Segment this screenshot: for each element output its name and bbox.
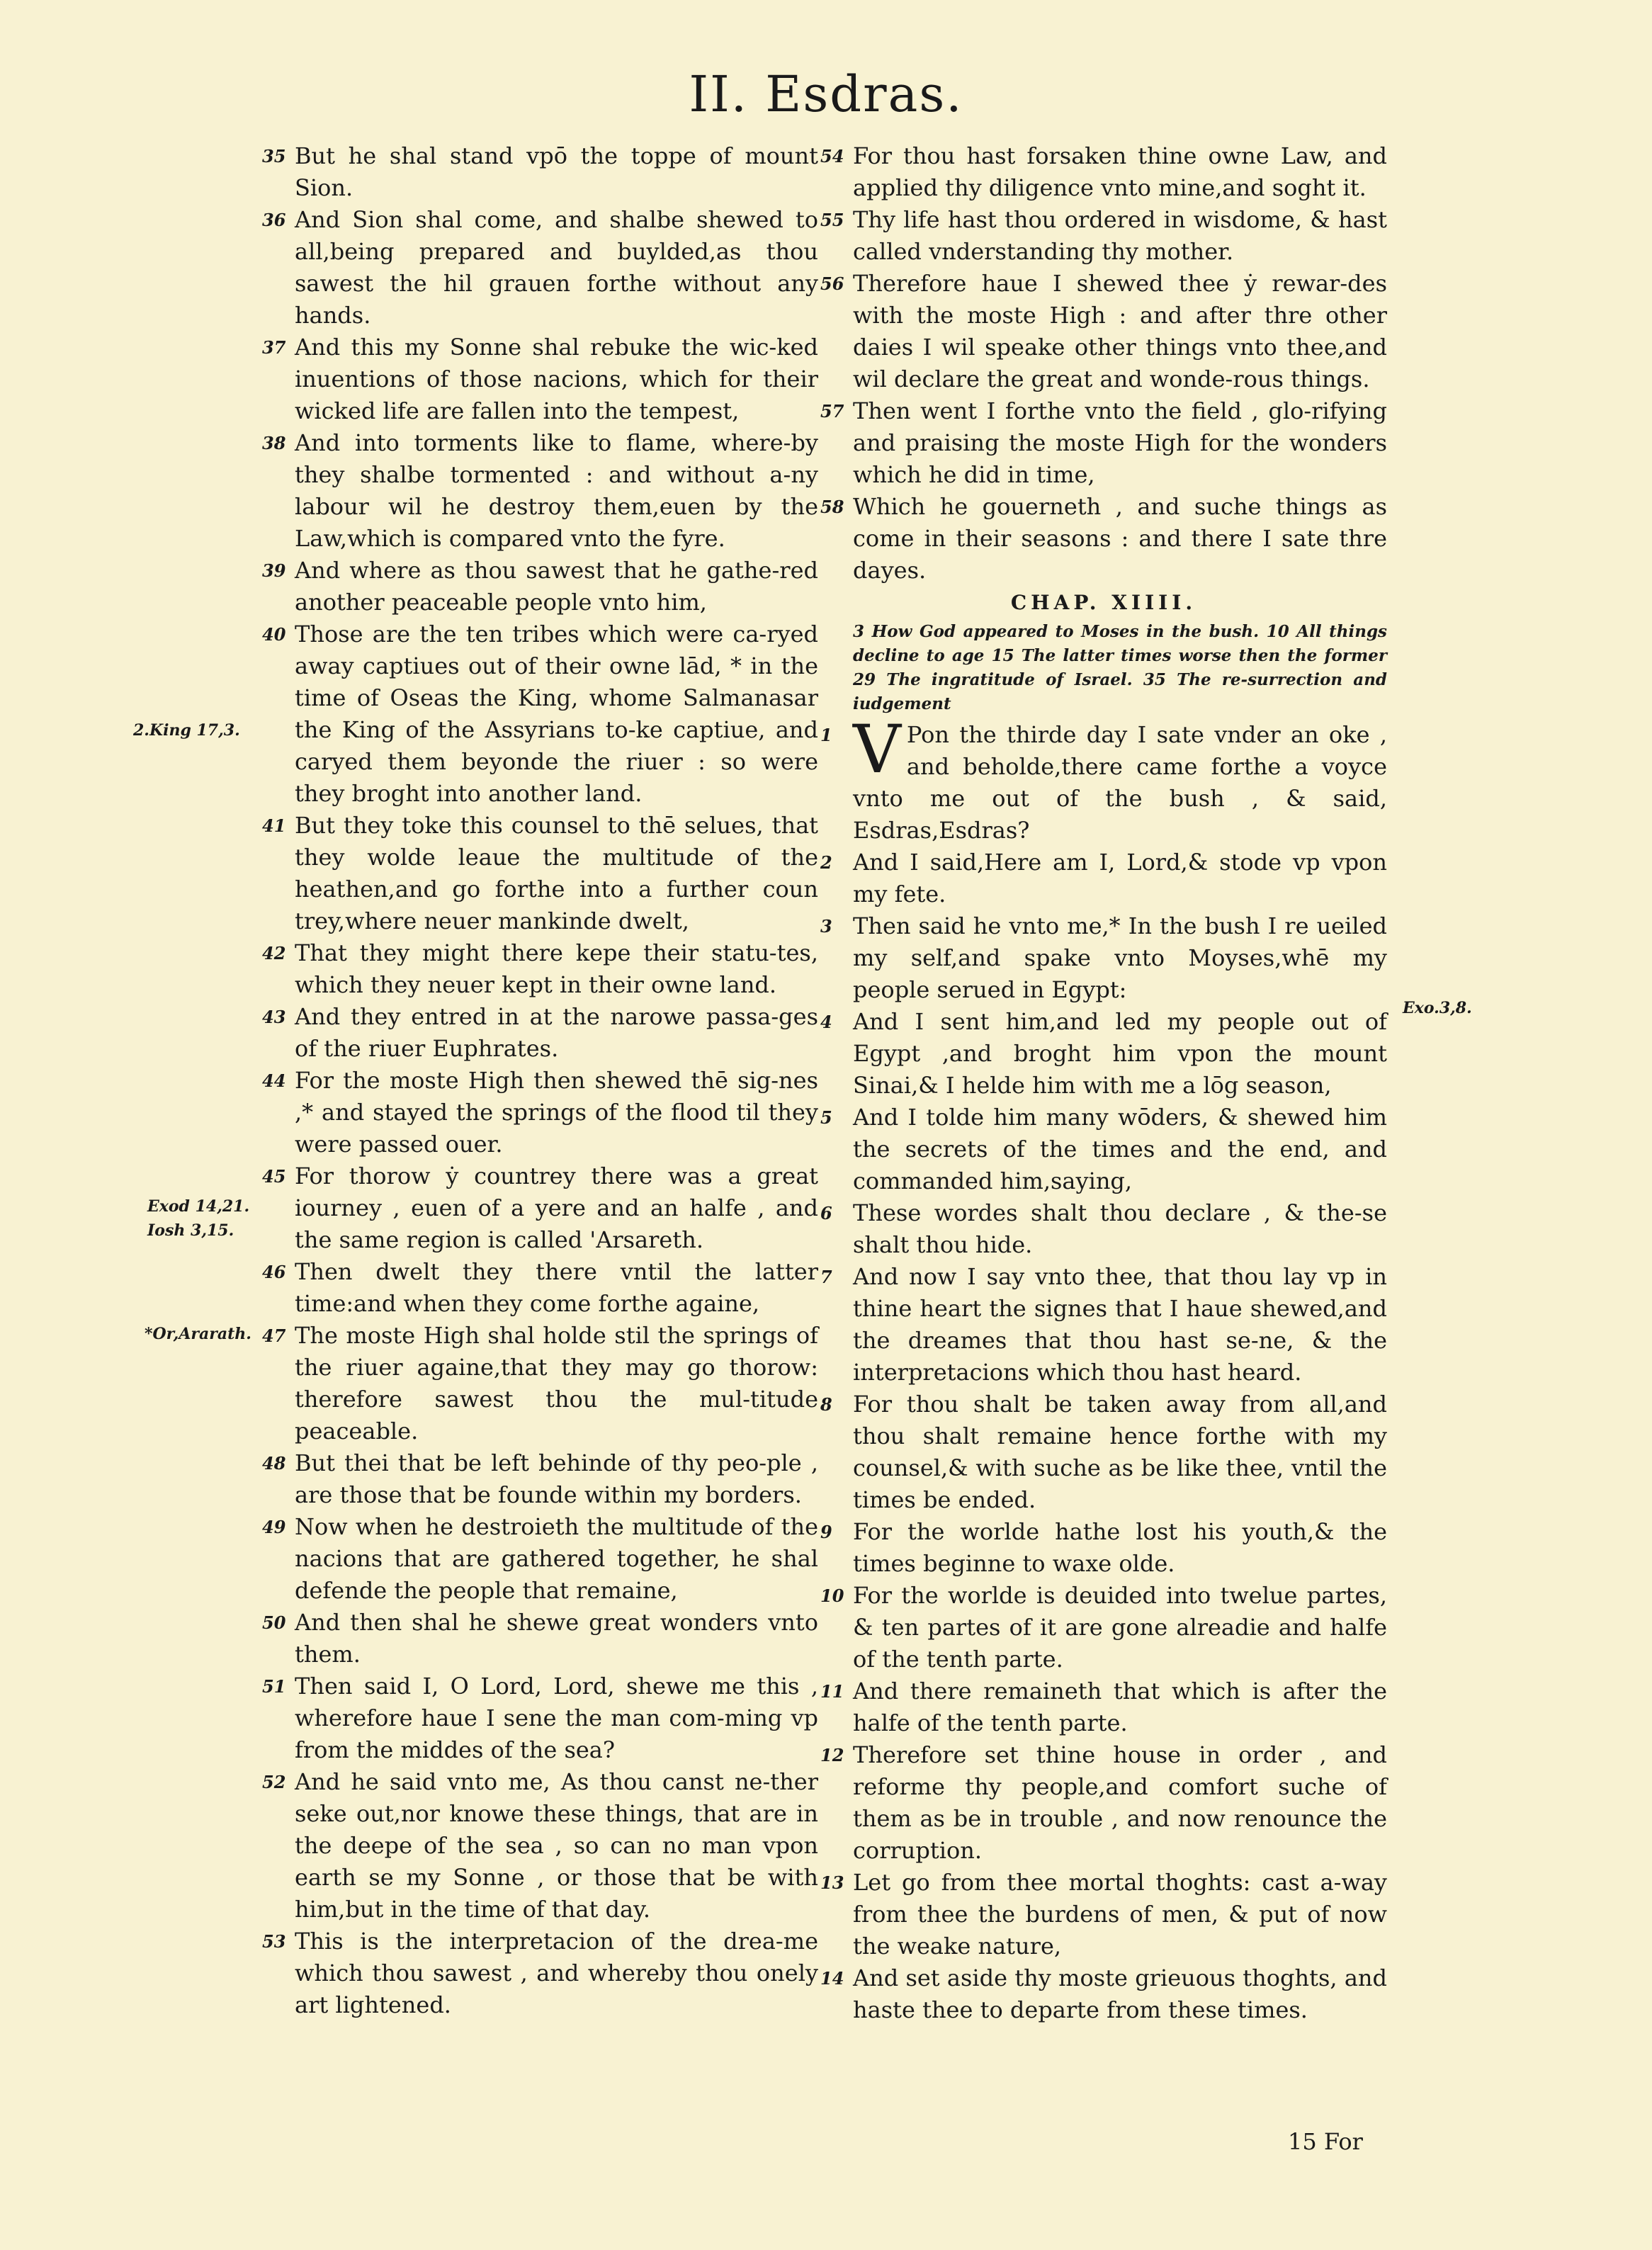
verse-text: Then went I forthe vnto the field , glo-rifying and praising the moste High for the wonders which he did in time, [853, 397, 1387, 488]
verse-text: And I tolde him many wōders, & shewed him the secrets of the times and the end, and commanded him,saying, [853, 1104, 1387, 1194]
verse-number: 43 [262, 1007, 286, 1027]
verse [262, 1670, 818, 1766]
verse-text: And there remaineth that which is after the halfe of the tenth parte. [853, 1678, 1387, 1736]
verse-text: That they might there kepe their statu-tes, which they neuer kept in their owne land. [295, 939, 818, 998]
verse-text: For thou shalt be taken away from all,and thou shalt remaine hence forthe with my counsel,& with suche as be like thee, vntil the times be ended. [853, 1391, 1387, 1513]
chapter-heading: CHAP. XIIII. [1010, 591, 1197, 614]
verse [262, 332, 818, 427]
verse-text: For the moste High then shewed thē sig-nes ,* and stayed the springs of the flood til they were passed ouer. [295, 1067, 818, 1158]
verse-number: 49 [262, 1517, 286, 1537]
verse [820, 1675, 1387, 1739]
verse-number: 56 [820, 273, 844, 294]
verse-text: Those are the ten tribes which were ca-ryed away captiues out of their owne lād, * in the time of Oseas the King, whome Salmanasar the King of the Assyrians to-ke captiue, and caryed them beyonde the riuer : so were they broght into another land. [295, 621, 818, 807]
verse-text: But thei that be left behinde of thy peo-ple , are those that be founde within my borders. [295, 1449, 818, 1508]
verse-text: And I sent him,and led my people out of Egypt ,and broght him vpon the mount Sinai,& I helde him with me a lōg season, [853, 1008, 1387, 1099]
right-column-verses-top [820, 140, 1387, 587]
verse-number: 11 [820, 1681, 844, 1702]
verse [262, 555, 818, 618]
verse-text: Pon the thirde day I sate vnder an oke , and beholde,there came forthe a voyce vnto me out of the bush , & said, Esdras,Esdras? [853, 721, 1387, 844]
right-column-verses-bottom [820, 711, 1387, 2026]
verse-text: And set aside thy moste grieuous thoghts, and haste thee to departe from these times. [853, 1964, 1387, 2023]
verse-text: Let go from thee mortal thoghts: cast a-way from thee the burdens of men, & put of now the weake nature, [853, 1869, 1387, 1960]
verse [262, 1511, 818, 1607]
verse-text: Then said he vnto me,* In the bush I re ueiled my self,and spake vnto Moyses,whē my people serued in Egypt: [853, 912, 1387, 1003]
verse-text: Therefore haue I shewed thee ẏ rewar-des with the moste High : and after thre other daies I wil speake other things vnto thee,and wil declare the great and wonde-rous things. [853, 270, 1387, 392]
verse [820, 847, 1387, 910]
verse-text: The moste High shal holde stil the springs of the riuer againe,that they may go thorow: therefore sawest thou the mul-titude peaceable. [295, 1322, 818, 1445]
verse-number: 58 [820, 497, 844, 517]
verse-number: 35 [262, 146, 286, 166]
verse-number: 55 [820, 210, 844, 230]
verse-text: For the worlde hathe lost his youth,& the times beginne to waxe olde. [853, 1518, 1387, 1577]
verse [820, 140, 1387, 204]
verse-text: And into torments like to flame, where-by they shalbe tormented : and without a-ny labour wil he destroy them,euen by the Law,which is compared vnto the fyre. [295, 429, 818, 552]
margin-note-arsareth: *Or,Ararath. [145, 1325, 251, 1343]
verse [820, 1389, 1387, 1516]
verse-number: 9 [820, 1522, 832, 1542]
verse [820, 1867, 1387, 1962]
right-column [820, 140, 1387, 2026]
verse [262, 204, 818, 332]
verse [262, 1160, 818, 1256]
verse-number: 40 [262, 624, 286, 645]
verse-number: 2 [820, 852, 832, 873]
verse [820, 711, 1387, 847]
margin-note-exodus-3: Exo.3,8. [1403, 999, 1472, 1017]
verse [820, 395, 1387, 491]
verse [262, 1926, 818, 2021]
verse-number: 1 [820, 725, 832, 745]
verse-number: 54 [820, 146, 844, 166]
left-column [262, 140, 818, 2021]
verse-text: But they toke this counsel to thē selues, that they wolde leaue the multitude of the heathen,and go forthe into a further coun trey,where neuer mankinde dwelt, [295, 812, 818, 934]
verse-text: But he shal stand vpō the toppe of mount Sion. [295, 142, 818, 201]
verse-number: 48 [262, 1453, 286, 1474]
margin-note-joshua: Iosh 3,15. [147, 1221, 234, 1240]
chapter-summary: 3 How God appeared to Moses in the bush. 10 All things decline to age 15 The latter times worse then the former 29 The ingratitude of Israel. 35 The re-surrection and iudgement [853, 622, 1387, 713]
verse-number: 7 [820, 1267, 832, 1287]
verse-text: For the worlde is deuided into twelue partes, & ten partes of it are gone alreadie and halfe of the tenth parte. [853, 1582, 1387, 1673]
drop-cap: V [853, 711, 901, 788]
verse-number: 53 [262, 1931, 286, 1952]
verse-text: This is the interpretacion of the drea-me which thou sawest , and whereby thou onely art lightened. [295, 1928, 818, 2018]
verse-number: 42 [262, 943, 286, 963]
verse-number: 44 [262, 1070, 286, 1091]
verse [262, 1256, 818, 1320]
verse-text: Therefore set thine house in order , and reforme thy people,and comfort suche of them as be in trouble , and now renounce the corruption. [853, 1741, 1387, 1864]
verse-number: 4 [820, 1012, 832, 1032]
verse-number: 52 [262, 1772, 286, 1792]
verse-number: 13 [820, 1872, 844, 1893]
verse [820, 204, 1387, 268]
verse-text: And I said,Here am I, Lord,& stode vp vpon my fete. [853, 849, 1387, 908]
verse-text: Then said I, O Lord, Lord, shewe me this , wherefore haue I sene the man com-ming vp from the middes of the sea? [295, 1673, 818, 1763]
verse-number: 8 [820, 1394, 832, 1415]
verse [262, 1766, 818, 1926]
verse [262, 140, 818, 204]
verse-text: Thy life hast thou ordered in wisdome, & hast called vnderstanding thy mother. [853, 206, 1387, 265]
verse-number: 37 [262, 337, 286, 358]
verse-text: And then shal he shewe great wonders vnto them. [295, 1609, 818, 1668]
verse-number: 47 [262, 1325, 286, 1346]
margin-note-kings: 2.King 17,3. [133, 721, 240, 740]
verse [820, 1261, 1387, 1389]
verse [820, 491, 1387, 587]
verse [262, 1607, 818, 1670]
verse-number: 12 [820, 1745, 844, 1765]
verse [820, 1102, 1387, 1197]
verse-text: Now when he destroieth the multitude of the nacions that are gathered together, he shal defende the people that remaine, [295, 1513, 818, 1604]
verse [820, 1006, 1387, 1102]
verse [820, 1516, 1387, 1580]
margin-note-exodus: Exod 14,21. [147, 1197, 250, 1216]
verse [262, 1001, 818, 1065]
verse [820, 1962, 1387, 2026]
verse [820, 1739, 1387, 1867]
verse-number: 36 [262, 210, 286, 230]
verse-number: 50 [262, 1612, 286, 1633]
verse-number: 46 [262, 1262, 286, 1282]
verse [262, 937, 818, 1001]
verse-text: These wordes shalt thou declare , & the-se shalt thou hide. [853, 1199, 1387, 1258]
verse [262, 618, 818, 810]
verse-text: And now I say vnto thee, that thou lay vp in thine heart the signes that I haue shewed,and the dreames that thou hast se-ne, & the interpretacions which thou hast heard. [853, 1263, 1387, 1386]
verse-number: 57 [820, 401, 844, 422]
verse [262, 1320, 818, 1447]
verse-text: Then dwelt they there vntil the latter time:and when they come forthe againe, [295, 1258, 818, 1317]
verse [262, 427, 818, 555]
verse-text: And he said vnto me, As thou canst ne-ther seke out,nor knowe these things, that are in the deepe of the sea , so can no man vpon earth se my Sonne , or those that be with him,but in the time of that day. [295, 1768, 818, 1923]
verse [820, 268, 1387, 395]
catchword: 15 For [1288, 2128, 1363, 2155]
verse-number: 39 [262, 560, 286, 581]
verse [262, 1447, 818, 1511]
verse-text: And they entred in at the narowe passa-ges of the riuer Euphrates. [295, 1003, 818, 1062]
verse [262, 810, 818, 937]
verse-number: 51 [262, 1676, 286, 1697]
verse-number: 5 [820, 1107, 832, 1128]
verse-number: 3 [820, 916, 832, 937]
verse-text: Which he gouerneth , and suche things as come in their seasons : and there I sate thre dayes. [853, 493, 1387, 584]
page-title: II. Esdras. [689, 65, 963, 123]
verse [820, 1580, 1387, 1675]
verse-number: 45 [262, 1166, 286, 1187]
verse-text: For thorow ẏ countrey there was a great iourney , euen of a yere and an halfe , and the same region is called 'Arsareth. [295, 1163, 818, 1253]
verse [820, 1197, 1387, 1261]
verse-number: 41 [262, 815, 286, 836]
verse-text: And where as thou sawest that he gathe-red another peaceable people vnto him, [295, 557, 818, 616]
verse [262, 1065, 818, 1160]
verse-text: And this my Sonne shal rebuke the wic-ked inuentions of those nacions, which for their wicked life are fallen into the tempest, [295, 334, 818, 424]
verse-number: 14 [820, 1968, 844, 1989]
verse-number: 6 [820, 1203, 832, 1223]
verse-text: And Sion shal come, and shalbe shewed to all,being prepared and buylded,as thou sawest the hil grauen forthe without any hands. [295, 206, 818, 329]
verse [820, 910, 1387, 1006]
verse-number: 10 [820, 1585, 844, 1606]
verse-number: 38 [262, 433, 286, 453]
verse-text: For thou hast forsaken thine owne Law, and applied thy diligence vnto mine,and soght it. [853, 142, 1387, 201]
